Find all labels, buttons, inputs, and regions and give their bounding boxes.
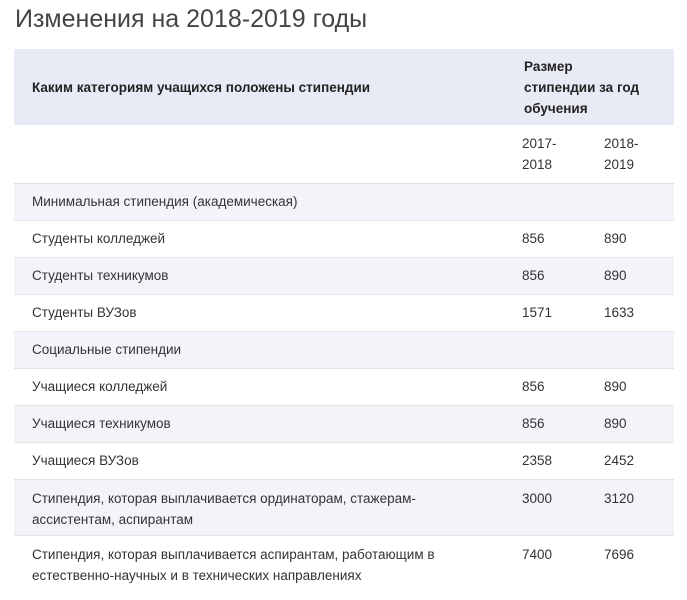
row-value-2018: 1633 <box>604 305 635 320</box>
table-row <box>14 183 674 220</box>
row-value-2017: 856 <box>522 379 545 394</box>
table-row <box>14 331 674 368</box>
years-row <box>14 125 674 183</box>
row-value-2018: 890 <box>604 268 627 283</box>
row-value-2017: 856 <box>522 416 545 431</box>
table-row <box>14 535 674 591</box>
row-name: Учащиеся техникумов <box>32 416 171 431</box>
scholarship-table <box>14 49 674 591</box>
row-value-2018: 7696 <box>604 546 635 562</box>
row-value-2017: 3000 <box>522 490 553 506</box>
row-value-2017 <box>510 331 592 368</box>
row-name: Учащиеся колледжей <box>32 379 168 394</box>
row-value-2017 <box>510 183 592 220</box>
row-value-2018: 3120 <box>604 490 635 506</box>
row-value-2017: 1571 <box>522 305 553 320</box>
row-value-2018: 890 <box>604 379 627 394</box>
row-value-2017: 856 <box>522 268 545 283</box>
row-value-2018 <box>592 331 674 368</box>
row-name: Социальные стипендии <box>32 342 182 357</box>
table-row <box>14 479 674 535</box>
row-name: Учащиеся ВУЗов <box>32 453 139 468</box>
row-value-2017: 856 <box>522 231 545 246</box>
table-row <box>14 294 674 331</box>
size-header-label: Размер стипендии за год обучения <box>524 58 640 116</box>
table-row <box>14 257 674 294</box>
year-2017-label: 2017-2018 <box>522 135 557 172</box>
row-name: Минимальная стипендия (академическая) <box>32 194 298 209</box>
table-row <box>14 442 674 479</box>
row-name <box>14 479 510 535</box>
year-2018-header <box>592 125 674 183</box>
row-value-2018: 890 <box>604 416 627 431</box>
year-2018-label: 2018-2019 <box>604 135 639 172</box>
page-title: Изменения на 2018-2019 годы <box>15 5 368 33</box>
row-name-text: Стипендия, которая выплачивается ординаторам, стажерам-ассистентам, аспирантам <box>32 490 416 527</box>
years-row-empty <box>14 125 510 183</box>
row-name: Студенты техникумов <box>32 268 169 283</box>
row-name-text: Стипендия, которая выплачивается аспирантам, работающим в естественно-научных и в технических направлениях <box>32 546 435 583</box>
row-value-2017: 7400 <box>522 546 553 562</box>
row-value-2018 <box>592 183 674 220</box>
table-row <box>14 220 674 257</box>
row-value-2018: 2452 <box>604 453 635 468</box>
table-row <box>14 405 674 442</box>
row-value-2017: 2358 <box>522 453 553 468</box>
row-name: Студенты ВУЗов <box>32 305 137 320</box>
size-header <box>510 49 674 125</box>
year-2017-header <box>510 125 592 183</box>
table-header-row <box>14 49 674 125</box>
row-name <box>14 535 510 591</box>
row-name: Студенты колледжей <box>32 231 166 246</box>
table-row <box>14 368 674 405</box>
row-value-2018: 890 <box>604 231 627 246</box>
category-header: Каким категориям учащихся положены стипендии <box>32 79 371 95</box>
